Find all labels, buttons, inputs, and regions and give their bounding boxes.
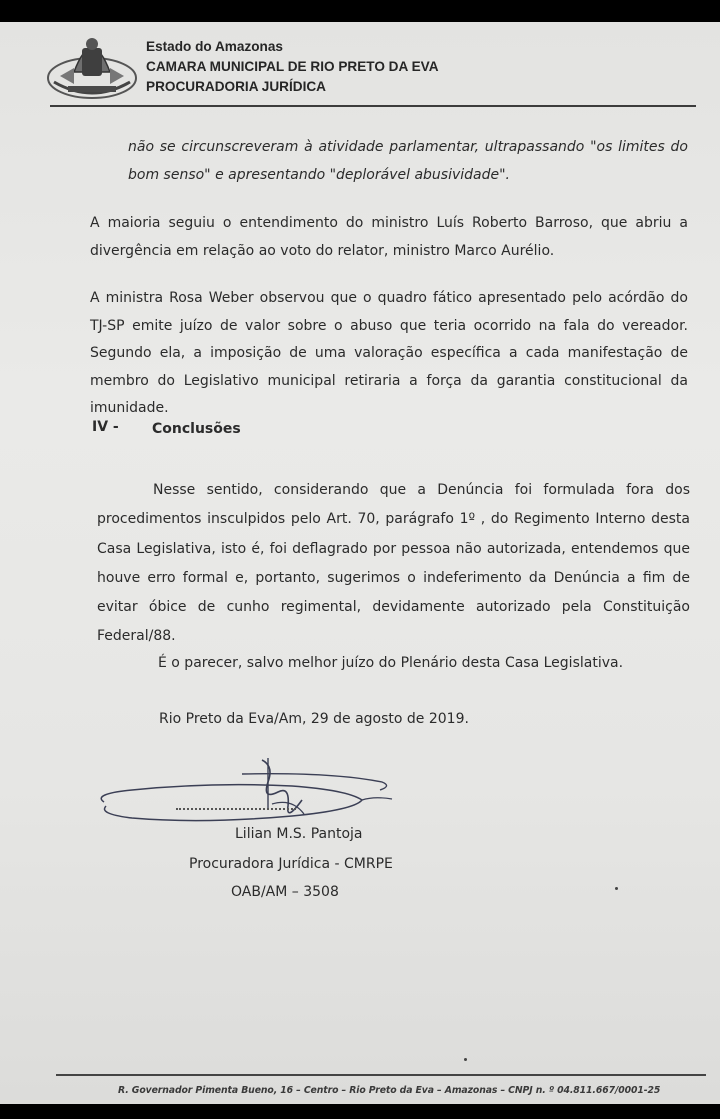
signatory-name: Lilian M.S. Pantoja	[235, 826, 363, 842]
paragraph-conclusion: Nesse sentido, considerando que a Denúncia foi formulada fora dos procedimentos insculpidos pelo Art. 70, parágrafo 1º , do Regimento Interno desta Casa Legislativa, isto é, foi deflagrado por pessoa não autorizada, entendemos que houve erro formal e, portanto, sugerimos o indeferimento da Denúncia a fim de evitar óbice de cunho regimental, devidamente autorizado pela Constituição Federal/88.	[97, 482, 690, 645]
quote-paragraph: não se circunscreveram à atividade parlamentar, ultrapassando "os limites do bom senso" e apresentando "deplorável abusividade".	[128, 139, 688, 183]
coat-of-arms-emblem	[44, 28, 140, 106]
ink-speck	[464, 1058, 467, 1061]
header-department: PROCURADORIA JURÍDICA	[146, 79, 326, 94]
footer-divider	[56, 1074, 706, 1076]
header-chamber: CAMARA MUNICIPAL DE RIO PRETO DA EVA	[146, 59, 439, 74]
closing-statement: É o parecer, salvo melhor juízo do Plenário desta Casa Legislativa.	[158, 655, 624, 671]
handwritten-signature	[92, 752, 402, 832]
ink-speck	[615, 887, 618, 890]
signature-dotted-line	[176, 808, 296, 810]
signatory-role: Procuradora Jurídica - CMRPE	[189, 856, 393, 872]
footer-address: R. Governador Pimenta Bueno, 16 – Centro – Rio Preto da Eva – Amazonas – CNPJ n. º 04.811.667/0001-25	[118, 1085, 661, 1096]
paragraph-majority: A maioria seguiu o entendimento do ministro Luís Roberto Barroso, que abriu a divergência em relação ao voto do relator, ministro Marco Aurélio.	[90, 215, 688, 259]
place-and-date: Rio Preto da Eva/Am, 29 de agosto de 2019.	[159, 711, 469, 727]
section-title: Conclusões	[152, 421, 241, 437]
section-number: IV -	[92, 419, 119, 435]
document-page	[0, 22, 720, 1104]
signatory-oab: OAB/AM – 3508	[231, 884, 339, 900]
paragraph-weber: A ministra Rosa Weber observou que o quadro fático apresentado pelo acórdão do TJ-SP emite juízo de valor sobre o abuso que teria ocorrido na fala do vereador. Segundo ela, a imposição de uma valoração específica a cada manifestação de membro do Legislativo municipal retiraria a força da garantia constitucional da imunidade.	[90, 290, 688, 416]
header-state: Estado do Amazonas	[146, 39, 283, 54]
header-divider	[50, 105, 696, 107]
